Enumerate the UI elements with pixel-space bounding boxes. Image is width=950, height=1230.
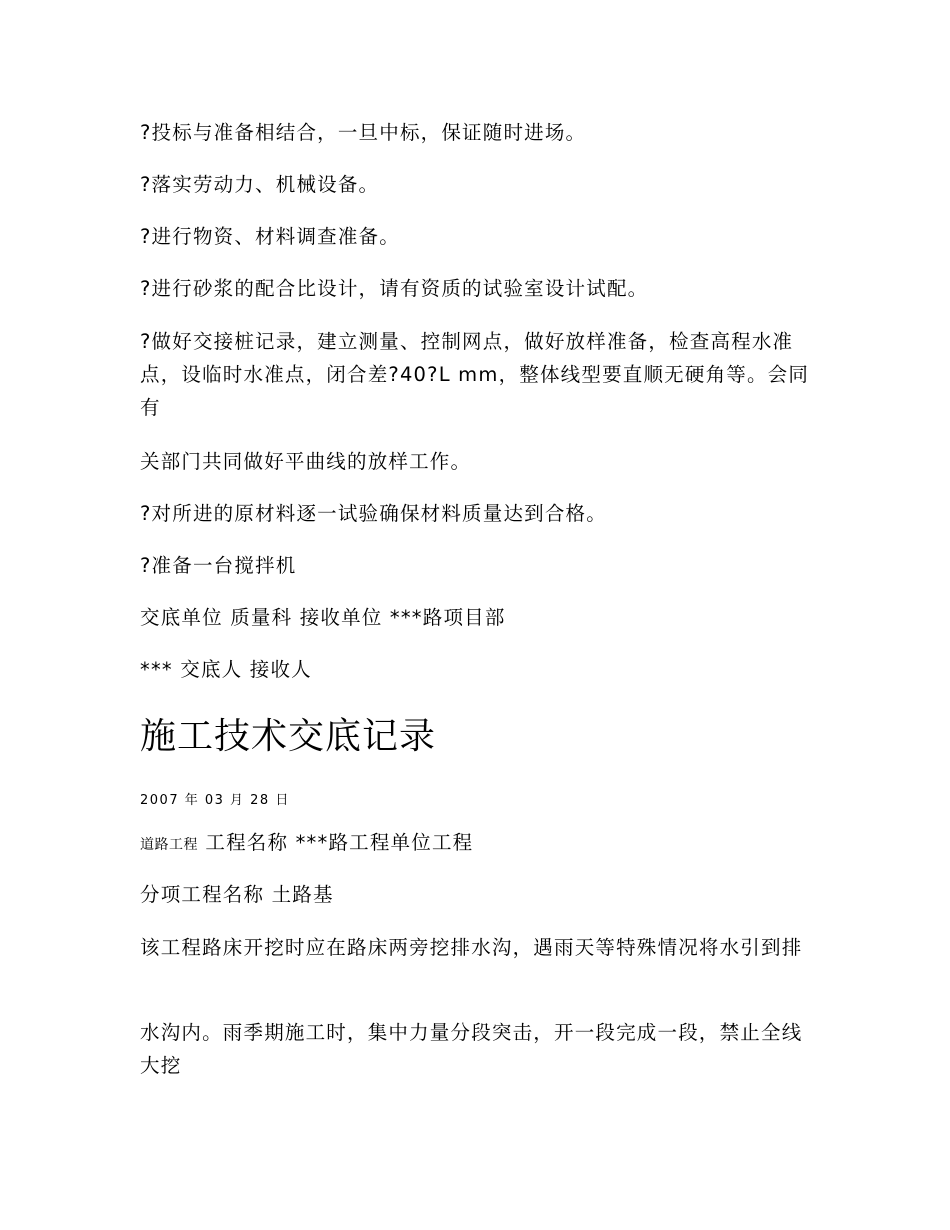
record-title: 施工技术交底记录 bbox=[140, 716, 437, 757]
project-name-row bbox=[140, 826, 820, 862]
paragraph-item-5: ?做好交接桩记录，建立测量、控制网点，做好放样准备，检查高程水准点，设临时水准点，闭合差?40?L mm，整体线型要直顺无硬角等。会同有 bbox=[140, 330, 810, 419]
handover-unit-line: 交底单位 质量科 接收单位 ***路项目部 bbox=[140, 606, 506, 629]
sub-project-line: 分项工程名称 土路基 bbox=[140, 883, 334, 906]
project-name-line: 工程名称 ***路工程单位工程 bbox=[205, 831, 474, 854]
paragraph-item-2: ?落实劳动力、机械设备。 bbox=[140, 173, 380, 196]
handover-person-line: *** 交底人 接收人 bbox=[140, 658, 312, 681]
paragraph-item-4: ?进行砂浆的配合比设计，请有资质的试验室设计试配。 bbox=[140, 277, 649, 300]
project-type: 道路工程 bbox=[140, 837, 198, 853]
record-date: 2007 年 03 月 28 日 bbox=[140, 793, 290, 808]
paragraph-item-7: ?对所进的原材料逐一试验确保材料质量达到合格。 bbox=[140, 502, 607, 525]
paragraph-item-6: 关部门共同做好平曲线的放样工作。 bbox=[140, 450, 472, 473]
body-paragraph-1: 该工程路床开挖时应在路床两旁挖排水沟，遇雨天等特殊情况将水引到排 bbox=[140, 936, 803, 959]
paragraph-item-8: ?准备一台搅拌机 bbox=[140, 554, 297, 577]
paragraph-item-1: ?投标与准备相结合，一旦中标，保证随时进场。 bbox=[140, 121, 587, 144]
paragraph-item-3: ?进行物资、材料调查准备。 bbox=[140, 225, 400, 248]
body-paragraph-2: 水沟内。雨季期施工时，集中力量分段突击，开一段完成一段，禁止全线大挖 bbox=[140, 1021, 803, 1077]
